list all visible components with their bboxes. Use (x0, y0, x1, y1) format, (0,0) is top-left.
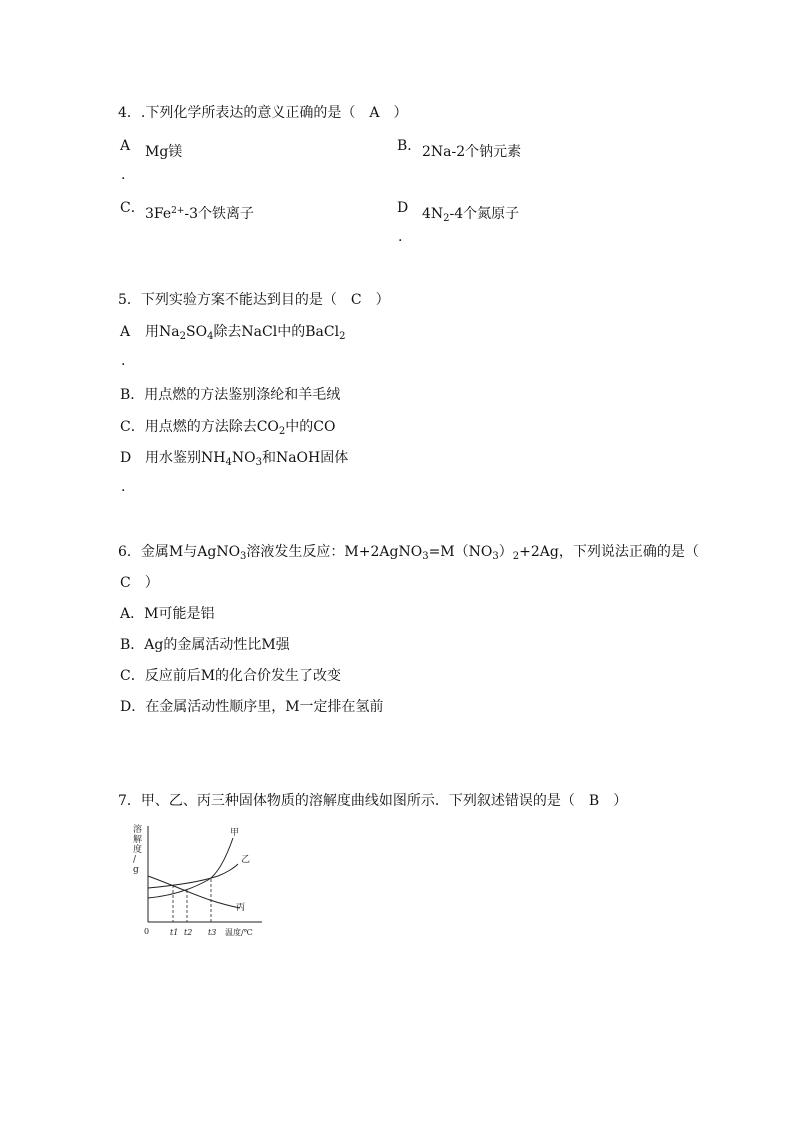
q5-option-a-dot: . (121, 353, 126, 369)
q6-option-c: C．反应前后M的化合价发生了改变 (120, 668, 342, 684)
tick-t1: t1 (170, 928, 179, 937)
solubility-chart (130, 820, 270, 945)
q4-option-c-letter: C． (120, 200, 145, 216)
q5-option-b: B．用点燃的方法鉴别涤纶和羊毛绒 (120, 387, 341, 403)
q4-stem: 4．.下列化学所表达的意义正确的是（ A ） (118, 105, 408, 121)
q5-option-d-text: 用水鉴别$NH_4NO_3$和NaOH固体 (145, 450, 349, 468)
series-jia-curve (148, 838, 233, 898)
q6-option-d: D．在金属活动性顺序里，M一定排在氢前 (120, 699, 384, 715)
q5-option-d-letter: D (120, 450, 132, 466)
q5-option-a-letter: A (120, 324, 131, 340)
q6-answer: C ） (120, 575, 159, 591)
y-axis-label: 溶解度/ g (133, 825, 143, 875)
q6-option-b: B．Ag的金属活动性比M强 (120, 637, 290, 653)
series-label-yi: 乙 (241, 855, 251, 865)
q5-option-a-text: 用$Na_2SO_4$除去NaCl中的BaCl$_2$ (145, 324, 346, 342)
q5-stem: 5．下列实验方案不能达到目的是（ C ） (118, 292, 390, 308)
q5-option-d-dot: . (121, 479, 126, 495)
series-label-jia: 甲 (230, 828, 240, 838)
q7-stem: 7．甲、乙、丙三种固体物质的溶解度曲线如图所示．下列叙述错误的是（ B ） (118, 793, 628, 809)
series-bing-curve (148, 876, 240, 908)
q4-option-a-dot: . (121, 167, 126, 183)
series-yi-curve (148, 864, 238, 888)
q4-option-b-letter: B． (397, 138, 422, 154)
q4-option-a-letter: A (120, 138, 131, 154)
series-label-bing: 丙 (236, 903, 246, 913)
q4-option-d-dot: . (398, 229, 403, 245)
q4-option-d-text: $4N_2-4$个氮原子 (422, 206, 520, 224)
q4-option-c-text: $3Fe^{2+}-3$个铁离子 (145, 206, 255, 222)
origin-label: 0 (144, 927, 150, 936)
q4-option-d-letter: D (397, 200, 409, 216)
q4-option-b-text: 2Na-2个钠元素 (422, 144, 522, 160)
q6-option-a: A．M可能是铝 (120, 606, 215, 622)
q6-stem: 6．金属M与AgNO$_3$溶液发生反应：$M+2AgNO_3=M(NO_3)_2+2Ag$，下列说法正确的是（ (118, 544, 699, 562)
x-axis-label: 温度/℃ (225, 928, 253, 937)
q5-option-c: C．用点燃的方法除去$CO_2$中的CO (120, 419, 336, 437)
tick-t3: t3 (208, 928, 217, 937)
q4-option-a-text: Mg镁 (145, 144, 183, 160)
tick-t2: t2 (184, 928, 193, 937)
